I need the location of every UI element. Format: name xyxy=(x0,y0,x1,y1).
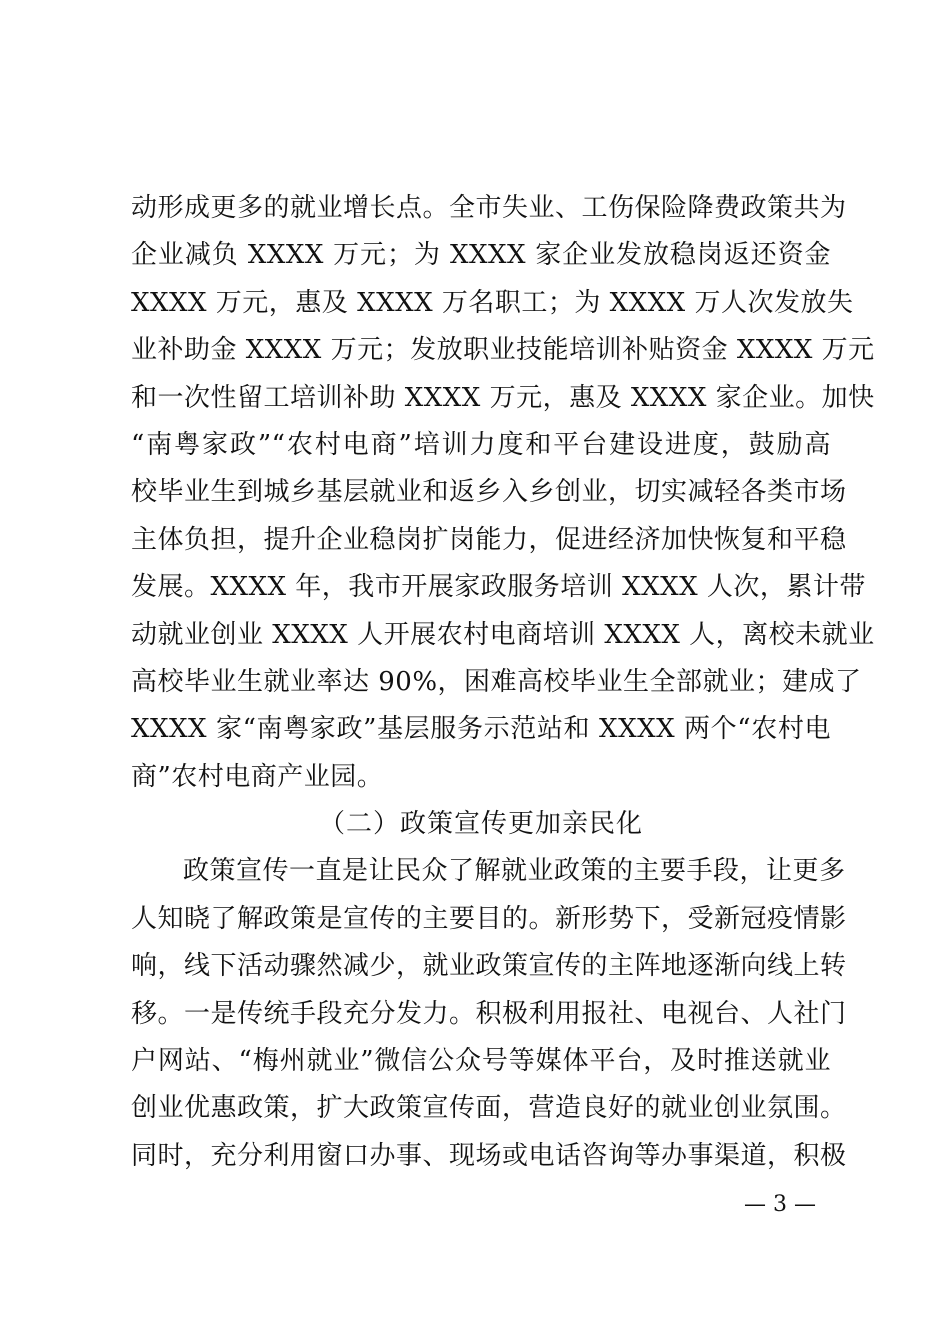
paragraph-line: 和一次性留工培训补助 XXXX 万元，惠及 XXXX 家企业。加快 xyxy=(131,382,875,413)
paragraph-line: “南粤家政”“农村电商”培训力度和平台建设进度，鼓励高 xyxy=(131,429,831,460)
section-heading: （二）政策宣传更加亲民化 xyxy=(318,809,643,840)
paragraph-line: 商”农村电商产业园。 xyxy=(131,761,384,792)
body-text xyxy=(131,185,875,1180)
paragraph-line: 校毕业生到城乡基层就业和返乡入乡创业，切实减轻各类市场 xyxy=(131,477,847,508)
paragraph-line: 政策宣传一直是让民众了解就业政策的主要手段，让更多 xyxy=(183,856,846,887)
paragraph-line: 动形成更多的就业增长点。全市失业、工伤保险降费政策共为 xyxy=(131,193,847,223)
paragraph-line: 发展。XXXX 年，我市开展家政服务培训 XXXX 人次，累计带 xyxy=(131,572,866,603)
paragraph-line: 移。一是传统手段充分发力。积极利用报社、电视台、人社门 xyxy=(131,998,847,1029)
paragraph-line: 高校毕业生就业率达 90%，困难高校毕业生全部就业；建成了 xyxy=(131,666,862,697)
page-number: — 3 — xyxy=(744,1192,816,1217)
paragraph-line: 响，线下活动骤然减少，就业政策宣传的主阵地逐渐向线上转 xyxy=(131,951,847,982)
paragraph-line: XXXX 家“南粤家政”基层服务示范站和 XXXX 两个“农村电 xyxy=(131,714,831,745)
paragraph-line: 人知晓了解政策是宣传的主要目的。新形势下，受新冠疫情影 xyxy=(131,903,847,934)
paragraph-line: 同时，充分利用窗口办事、现场或电话咨询等办事渠道，积极 xyxy=(131,1140,847,1171)
paragraph-line: 业补助金 XXXX 万元；发放职业技能培训补贴资金 XXXX 万元 xyxy=(131,335,875,366)
paragraph-line: 企业减负 XXXX 万元；为 XXXX 家企业发放稳岗返还资金 xyxy=(131,240,831,271)
paragraph-line: 动就业创业 XXXX 人开展农村电商培训 XXXX 人，离校未就业 xyxy=(131,619,875,650)
paragraph-line: 户网站、“梅州就业”微信公众号等媒体平台，及时推送就业 xyxy=(131,1046,831,1077)
paragraph-line: 主体负担，提升企业稳岗扩岗能力，促进经济加快恢复和平稳 xyxy=(131,524,847,555)
paragraph-line: 创业优惠政策，扩大政策宣传面，营造良好的就业创业氛围。 xyxy=(131,1093,847,1124)
paragraph-line: XXXX 万元，惠及 XXXX 万名职工；为 XXXX 万人次发放失 xyxy=(131,287,854,318)
